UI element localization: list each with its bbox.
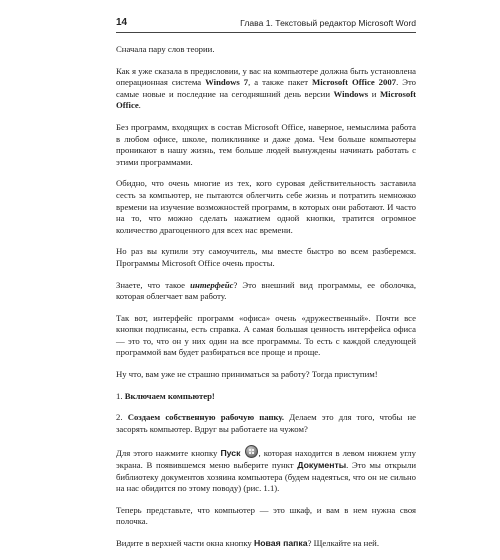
bold-term-microsoft-office: Microsoft Office bbox=[116, 88, 416, 111]
page-number: 14 bbox=[116, 17, 128, 28]
paragraph-interface-definition bbox=[116, 280, 416, 303]
windows-start-orb-icon bbox=[245, 445, 258, 458]
page-header bbox=[116, 16, 416, 33]
ui-term-documents: Документы bbox=[297, 460, 347, 471]
step-number: 1. bbox=[116, 390, 125, 401]
paragraph-friendly-interface: Так вот, интерфейс программ «офиса» очень «дружественный». Почти все кнопки подписаны, есть справка. А самая большая ценность интерфейса офиса — это то, что он у них один на все программы. То есть с каждой следующей программой вам будет разбираться все проще и проще. bbox=[116, 312, 416, 358]
ui-term-start: Пуск bbox=[220, 448, 241, 459]
text-run: ? Это внешний вид программы, ее оболочка, которая облегчает вам работу. bbox=[116, 279, 416, 302]
bold-term-office2007: Microsoft Office 2007 bbox=[312, 77, 397, 88]
paragraph-lets-start: Ну что, вам уже не страшно приниматься за работу? Тогда приступим! bbox=[116, 369, 378, 380]
text-run: . Это самые новые и последние на сегодняшний день версии bbox=[116, 77, 416, 99]
text-run: Как я уже сказала в предисловии, у вас на компьютере должна быть установлена операционная система bbox=[116, 65, 416, 88]
paragraph-wasted-time: Обидно, что очень многие из тех, кого суровая действительность заставила сесть за компьютер, не пытаются облегчить себе жизнь и потратить немножко времени на изучение возможностей программ, в которых они работают. И часто на то, что можно сделать нажатием одной кнопки, тратится огромное количество драгоценного для всех нас времени. bbox=[116, 178, 416, 235]
step-number: 2. bbox=[116, 412, 128, 423]
text-run: . bbox=[138, 100, 141, 111]
text-run: , а также пакет bbox=[248, 77, 312, 88]
paragraph-intro: Сначала пару слов теории. bbox=[116, 44, 215, 54]
text-run: . Это мы открыли библиотеку документов хозяина компьютера (будем надеяться, что он не сильно на нас обидится по этому поводу) (рис. 1.1). bbox=[116, 460, 416, 494]
text-run: Для этого нажмите кнопку bbox=[116, 448, 221, 459]
paragraph-simple-programs: Но раз вы купили эту самоучитель, мы вместе быстро во всем разберемся. Программы Microsoft Office очень просты. bbox=[116, 246, 416, 268]
paragraph-requirements bbox=[116, 66, 416, 112]
italic-term-interface: интерфейс bbox=[190, 279, 234, 290]
paragraph-start-button bbox=[116, 445, 416, 494]
paragraph-office-importance: Без программ, входящих в состав Microsoft Office, наверное, немыслима работа в любом офисе, школе, поликлинике и даже дома. Чем больше компьютеры проникают в нашу жизнь, тем больше людей вынуждены начинать работать с этими программами. bbox=[116, 121, 416, 167]
step-2 bbox=[116, 412, 416, 435]
paragraph-new-folder bbox=[116, 538, 416, 550]
ui-term-new-folder: Новая папка bbox=[253, 538, 308, 548]
step-1-text: Включаем компьютер! bbox=[124, 390, 215, 401]
running-head: Глава 1. Текстовый редактор Microsoft Word bbox=[240, 18, 416, 28]
paragraph-cabinet-metaphor: Теперь представьте, что компьютер — это шкаф, и вам в нем нужна своя полочка. bbox=[116, 504, 416, 527]
text-run: и bbox=[368, 88, 380, 99]
bold-term-windows: Windows bbox=[333, 88, 369, 99]
step-1 bbox=[116, 391, 416, 403]
text-run: , которая находится в левом нижнем углу экрана. В появившемся меню выберите пункт bbox=[116, 448, 416, 471]
text-run: ? Щелкайте на ней. bbox=[307, 538, 379, 548]
bold-term-windows7: Windows 7 bbox=[205, 77, 249, 88]
text-run: Делаем это для того, чтобы не засорять компьютер. Вдруг вы работаете на чужом? bbox=[116, 412, 417, 434]
text-run: Видите в верхней части окна кнопку bbox=[116, 538, 254, 548]
body-text bbox=[116, 44, 416, 560]
text-run: Знаете, что такое bbox=[116, 279, 191, 290]
step-2-heading: Создаем собственную рабочую папку. bbox=[127, 412, 285, 423]
